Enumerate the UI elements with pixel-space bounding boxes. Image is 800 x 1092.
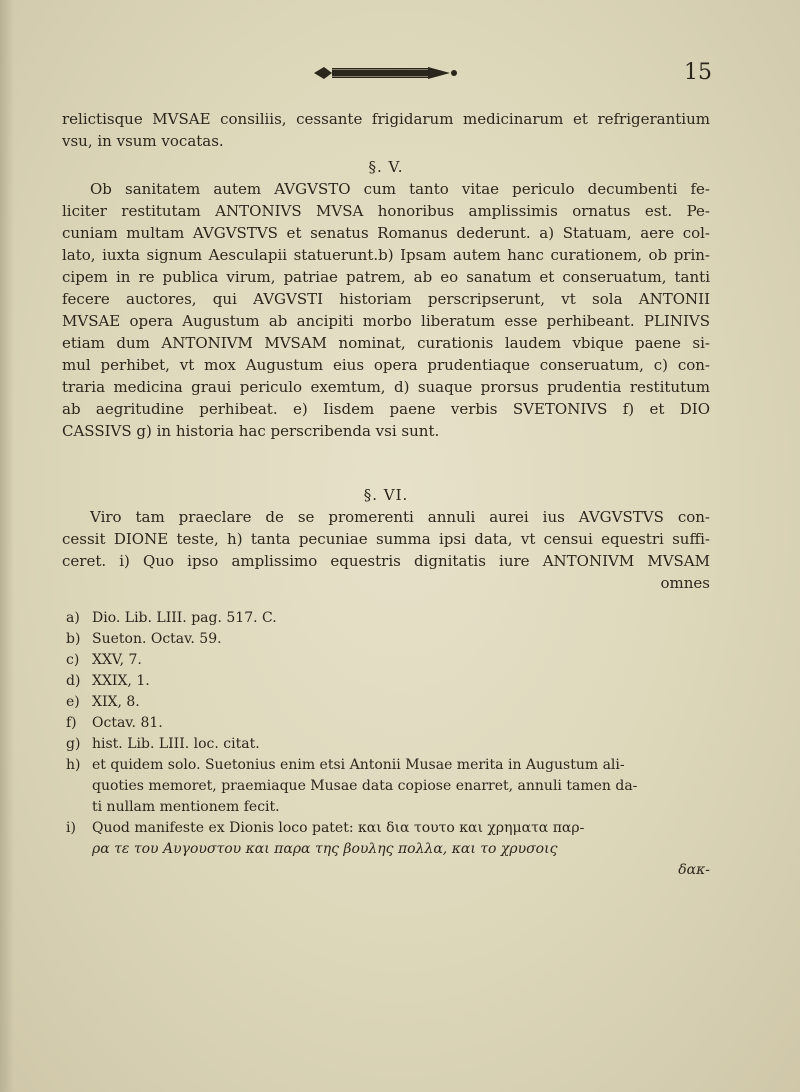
catchword: δακ- [678, 862, 710, 878]
footnote-text: et quidem solo. Suetonius enim etsi Antonii Musae merita in Augustum ali- [92, 757, 625, 773]
footnote [66, 629, 710, 650]
footnote-text: XXV, 7. [92, 652, 142, 668]
footnote [66, 713, 710, 734]
footnote-text: Quod manifeste ex Dionis loco patet: και δια τουτο και χρηματα παρ- [92, 820, 585, 836]
text-line: vsu, in vsum vocatas. [62, 132, 224, 150]
text-line: mul perhibet, vt mox Augustum eius opera prudentiaque conseruatum, c) con- [62, 356, 710, 374]
footnotes [66, 608, 710, 881]
catchword: omnes [660, 574, 710, 592]
text-line: traria medicina graui periculo exemtum, d) suaque prorsus prudentia restitutum [62, 378, 710, 396]
footnote-text: XXIX, 1. [92, 673, 150, 689]
text-line: relictisque MVSAE consiliis, cessante frigidarum medicinarum et refrigerantium [62, 110, 710, 128]
footnote-mark: c) [66, 652, 80, 668]
footnote-mark: e) [66, 694, 80, 710]
footnote-text: Sueton. Octav. 59. [92, 631, 222, 647]
section-v [62, 156, 710, 442]
footnote [66, 650, 710, 671]
text-line: fecere auctores, qui AVGVSTI historiam perscripserunt, vt sola ANTONII [62, 290, 710, 308]
text-line: CASSIVS g) in historia hac perscribenda vsi sunt. [62, 422, 440, 440]
text-line: cuniam multam AVGVSTVS et senatus Romanus dederunt. a) Statuam, aere col- [62, 224, 710, 242]
text-line: ab aegritudine perhibeat. e) Iisdem paene verbis SVETONIVS f) et DIO [62, 400, 710, 418]
footnote-text: XIX, 8. [92, 694, 140, 710]
footnote-text: Dio. Lib. LIII. pag. 517. C. [92, 610, 277, 626]
footnote [66, 671, 710, 692]
footnote-mark: f) [66, 715, 77, 731]
footnote-continuation: ρα τε του Αυγουστου και παρα της βουλης πολλα, και το χρυσοις [92, 841, 558, 857]
section-vi [62, 484, 710, 594]
text-line: cipem in re publica virum, patriae patrem, ab eo sanatum et conseruatum, tanti [62, 268, 710, 286]
footnote [66, 608, 710, 629]
page-edge-shadow [0, 0, 14, 1092]
footnote-continuation: quoties memoret, praemiaque Musae data copiose enarret, annuli tamen da- [92, 778, 638, 794]
footnote-mark: g) [66, 736, 81, 752]
text-line: etiam dum ANTONIVM MVSAM nominat, curationis laudem vbique paene si- [62, 334, 710, 352]
footnote-mark: d) [66, 673, 81, 689]
footnote [66, 818, 710, 839]
text-line: Ob sanitatem autem AVGVSTO cum tanto vitae periculo decumbenti fe- [90, 180, 710, 198]
text-line: ceret. i) Quo ipso amplissimo equestris dignitatis iure ANTONIVM MVSAM [62, 552, 710, 570]
footnote [66, 692, 710, 713]
footnote-mark: h) [66, 757, 81, 773]
text-line: Viro tam praeclare de se promerenti annuli aurei ius AVGVSTVS con- [90, 508, 710, 526]
footnote-continuation: ti nullam mentionem fecit. [92, 799, 280, 815]
footnote [66, 734, 710, 755]
footnote [66, 755, 710, 776]
intro-paragraph [62, 108, 710, 152]
ornament-rule [310, 64, 460, 82]
footnote-mark: b) [66, 631, 81, 647]
section-heading: §. VI. [363, 486, 409, 504]
footnote-mark: a) [66, 610, 80, 626]
footnote-text: Octav. 81. [92, 715, 163, 731]
text-line: liciter restitutam ANTONIVS MVSA honoribus amplissimis ornatus est. Pe- [62, 202, 710, 220]
footnote-mark: i) [66, 820, 76, 836]
section-heading: §. V. [368, 158, 404, 176]
text-line: lato, iuxta signum Aesculapii statuerunt.b) Ipsam autem hanc curationem, ob prin- [62, 246, 710, 264]
text-line: MVSAE opera Augustum ab ancipiti morbo liberatum esse perhibeant. PLINIVS [62, 312, 710, 330]
footnote-text: hist. Lib. LIII. loc. citat. [92, 736, 260, 752]
text-line: cessit DIONE teste, h) tanta pecuniae summa ipsi data, vt censui equestri suffi- [62, 530, 710, 548]
page-number: 15 [684, 60, 712, 85]
